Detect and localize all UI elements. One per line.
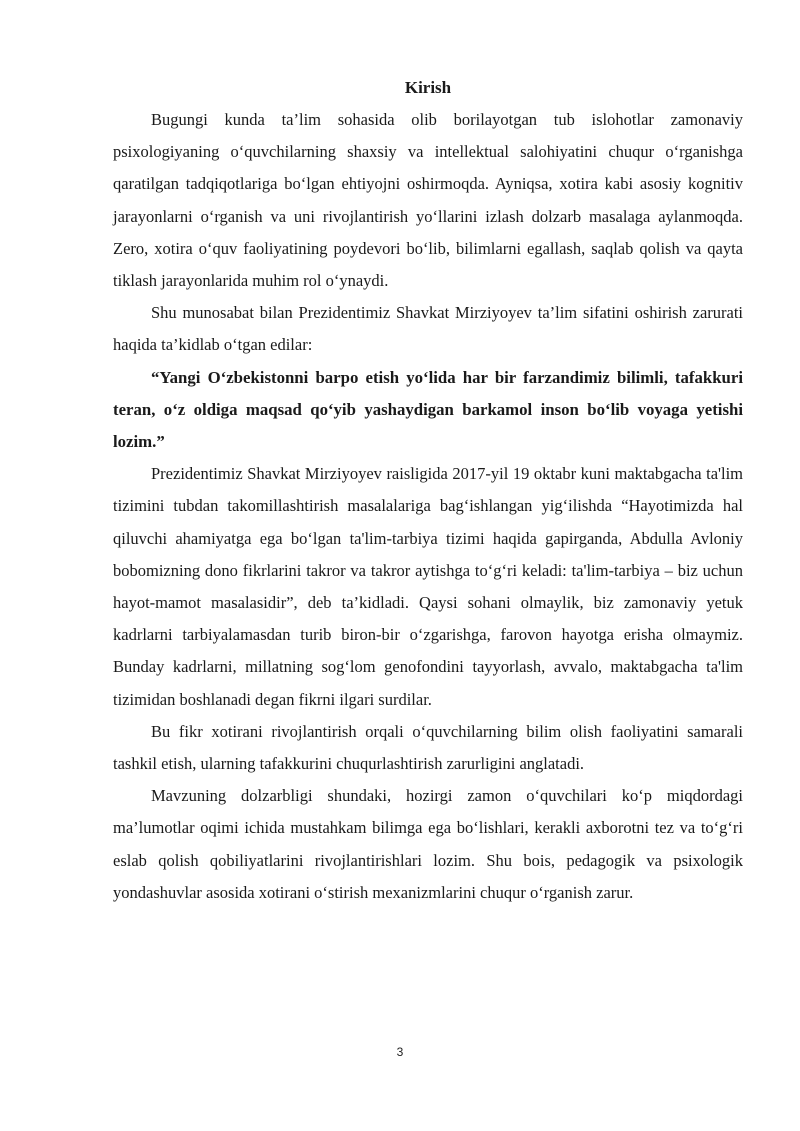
page-number: 3 — [396, 1045, 404, 1059]
paragraph-relevance: Mavzuning dolzarbligi shundaki, hozirgi zamon o‘quvchilari ko‘p miqdordagi ma’lumotlar oqimi ichida mustahkam bilimga ega bo‘lishlari, kerakli axborotni tez va to‘g‘ri eslab qolish qobiliyatlarini rivojlantirishlari lozim. Shu bois, pedagogik va psixologik yondashuvlar asosida xotirani o‘stirish mexanizmlarini chuqur o‘rganish zarur. — [113, 786, 743, 902]
paragraph-memory-thought: Bu fikr xotirani rivojlantirish orqali o‘quvchilarning bilim olish faoliyatini samarali tashkil etish, ularning tafakkurini chuqurlashtirish zarurligini anglatadi. — [113, 721, 743, 774]
document-page — [113, 72, 743, 909]
paragraph-intro: Bugungi kunda ta’lim sohasida olib borilayotgan tub islohotlar zamonaviy psixologiyaning o‘quvchilarning shaxsiy va intellektual salohiyatini chuqur o‘rganishga qaratilgan tadqiqotlariga bo‘lgan ehtiyojni oshirmoqda. Ayniqsa, xotira kabi asosiy kognitiv jarayonlarni o‘rganish va uni rivojlantirish yo‘llarini izlash dolzarb masalaga aylanmoqda. Zero, xotira o‘quv faoliyatining poydevori bo‘lib, bilimlarni egallash, saqlab qolish va qayta tiklash jarayonlarida muhim rol o‘ynaydi. — [113, 110, 743, 291]
paragraph-meeting: Prezidentimiz Shavkat Mirziyoyev raisligida 2017-yil 19 oktabr kuni maktabgacha ta'lim tizimini tubdan takomillashtirish masalalariga bag‘ishlangan yig‘ilishda “Hayotimizda hal qiluvchi ahamiyatga ega bo‘lgan ta'lim-tarbiya tizimi haqida gapirganda, Abdulla Avloniy bobomizning dono fikrlarini takror va takror aytishga to‘g‘ri keladi: ta'lim-tarbiya – biz uchun hayot-mamot masalasidir”, deb ta’kidladi. Qaysi sohani olmaylik, biz zamonaviy yetuk kadrlarni tarbiyalamasdan turib biron-bir o‘zgarishga, farovon hayotga erisha olmaymiz. Bunday kadrlarni, millatning sog‘lom genofondini tayyorlash, avvalo, maktabgacha ta'lim tizimidan boshlanadi degan fikrni ilgari surdilar. — [113, 464, 743, 709]
paragraph-president-intro: Shu munosabat bilan Prezidentimiz Shavkat Mirziyoyev ta’lim sifatini oshirish zarurati haqida ta’kidlab o‘tgan edilar: — [113, 303, 743, 355]
section-title: Kirish — [404, 78, 452, 97]
quote-paragraph: “Yangi O‘zbekistonni barpo etish yo‘lida har bir farzandimiz bilimli, tafakkuri teran, o‘z oldiga maqsad qo‘yib yashaydigan barkamol inson bo‘lib voyaga yetishi lozim.” — [113, 367, 743, 452]
